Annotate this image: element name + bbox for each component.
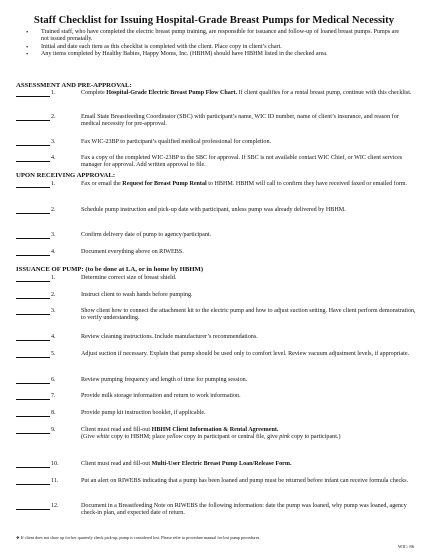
item-text: Provide pump kit instruction booklet, if applicable. (81, 410, 206, 416)
bullet-item: • Initial and date each item as this checklist is completed with the client. Place copy in client’s chart. (24, 44, 404, 51)
item-number: 3. (51, 139, 56, 145)
item-number: 3. (51, 232, 56, 238)
section-heading-assessment: ASSESSMENT AND PRE-APPROVAL: (16, 82, 132, 89)
item-text: Review pumping frequency and length of time for pumping session. (81, 377, 248, 383)
form-id: WIC: 86 (398, 544, 414, 549)
item-number: 8. (51, 410, 56, 416)
item-number: 2. (51, 207, 56, 213)
item-number: 2. (51, 114, 56, 120)
item-number: 1. (51, 181, 56, 187)
item-text: Document in a Breastfeeding Note on RIWEBS the following information: date the pump was loaned, why pump was loaned, agency check-in plan, and expected date of return. (81, 503, 407, 517)
item-number: 5. (51, 351, 56, 357)
item-text: Client must read and fill-out Multi-User Electric Breast Pump Loan/Release Form. (81, 461, 292, 467)
item-text: Show client how to connect the attachment kit to the electric pump and how to adjust suction setting. Have client perform demonstration, to verify understanding. (81, 308, 416, 322)
item-number: 6. (51, 377, 56, 383)
item-number: 1. (51, 275, 56, 281)
item-text: Provide milk storage information and return to work information. (81, 393, 241, 399)
item-number: 7. (51, 393, 56, 399)
item-text: Schedule pump instruction and pick-up date with participant, unless pump was already delivered by HBHM. (81, 207, 346, 213)
footnote: ❖ If client does not show up for her quarterly check pick-up, pump is considered lost. Please refer to procedure manual for lost pump procedures. (16, 535, 261, 540)
item-number: 11. (51, 478, 59, 484)
item-text: Determine correct size of breast shield. (81, 275, 177, 281)
section-heading-receiving: UPON RECEIVING APPROVAL: (16, 172, 116, 179)
item-text: Complete Hospital-Grade Electric Breast Pump Flow Chart. If client qualifies for a rental breast pump, continue with this checklist. (81, 90, 412, 96)
item-number: 10. (51, 461, 59, 467)
item-number: 4. (51, 155, 56, 161)
item-number: 12. (51, 503, 59, 509)
bullet-item: • Any items completed by Healthy Babies, Happy Moms, Inc. (HBHM) should have HBHM listed in the checked area. (24, 51, 404, 58)
item-text: Confirm delivery date of pump to agency/participant. (81, 232, 212, 238)
item-text: Document everything above on RIWEBS. (81, 249, 184, 255)
item-text: Instruct client to wash hands before pumping. (81, 292, 193, 298)
item-number: 1. (51, 90, 56, 96)
item-text: Fax WIC-23BP to participant’s qualified medical professional for completion. (81, 139, 272, 145)
item-text: Put an alert on RIWEBS indicating that a pump has been loaned and pump must be returned before infant can receive formula checks. (81, 478, 409, 484)
bullet-item: • Trained staff, who have completed the electric breast pump training, are responsible for issuance and follow-up of loaned breast pumps. Pumps are not issued prenatally. (24, 29, 404, 44)
item-text: Client must read and fill-out HBHM Client Information & Rental Agreement. (Give white copy to HBHM; place yellow copy in participant or central file, give pink copy to participant.) (81, 427, 341, 441)
section-heading-issuance: ISSUANCE OF PUMP: (to be done at LA, or in home by HBHM) (16, 266, 204, 273)
item-number: 4. (51, 334, 56, 340)
item-number: 2. (51, 292, 56, 298)
item-number: 4. (51, 249, 56, 255)
item-number: 3. (51, 308, 56, 314)
item-text: Fax or email the Request for Breast Pump Rental to HBHM. HBHM will call to confirm they have received faxed or emailed form. (81, 181, 408, 187)
instruction-bullets (24, 29, 404, 59)
item-text: Email State Breastfeeding Coordinator (SBC) with participant’s name, WIC ID number, name of client’s insurance, and reason for medical necessity for pre-approval. (81, 114, 399, 128)
item-text: Adjust suction if necessary. Explain that pump should be used only to comfort level. Review vacuum adjustment levels, if appropriate. (81, 351, 410, 357)
page-title: Staff Checklist for Issuing Hospital-Grade Breast Pumps for Medical Necessity (33, 15, 395, 26)
item-number: 9. (51, 427, 56, 433)
item-text: Review cleaning instructions. Include manufacturer’s recommendations. (81, 334, 258, 340)
item-text: Fax a copy of the completed WIC-23BP to the SBC for approval. If SBC is not available contact WIC Chief, or WIC client services manager for approval. Add written approval to file. (81, 155, 403, 169)
footnote-marker-icon: ❖ (16, 535, 21, 540)
